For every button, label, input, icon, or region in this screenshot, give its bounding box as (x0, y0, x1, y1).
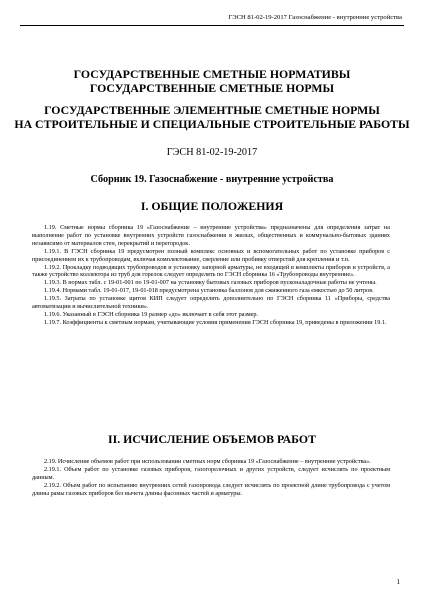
section-2-heading: II. ИСЧИСЛЕНИЕ ОБЪЕМОВ РАБОТ (108, 432, 316, 446)
subtitle-line-1: ГОСУДАРСТВЕННЫЕ ЭЛЕМЕНТНЫЕ СМЕТНЫЕ НОРМЫ (44, 103, 380, 117)
subtitle-line-2: НА СТРОИТЕЛЬНЫЕ И СПЕЦИАЛЬНЫЕ СТРОИТЕЛЬНЫЕ РАБОТЫ (14, 117, 410, 132)
paragraph: 1.19.3. В нормах табл. с 19-01-001 по 19-01-007 на установку бытовых газовых приборов пусконаладочные работы не учтены. (44, 279, 377, 287)
collection-title: Сборник 19. Газоснабжение - внутренние устройства (90, 174, 334, 185)
document-code: ГЭСН 81-02-19-2017 (166, 147, 258, 158)
paragraph: 2.19.1. Объем работ по установке газовых приборов, газогорелочных и других устройств, следует исчислять по проектным данным. (32, 465, 390, 481)
running-header: ГЭСН 81-02-19-2017 Газоснабжение - внутренние устройства (228, 14, 402, 21)
title-line-1: ГОСУДАРСТВЕННЫЕ СМЕТНЫЕ НОРМАТИВЫ (73, 67, 351, 81)
subtitle-block (0, 103, 424, 131)
section-1-body (32, 224, 390, 327)
title-line-2: ГОСУДАРСТВЕННЫЕ СМЕТНЫЕ НОРМЫ (89, 81, 335, 96)
page-number: 1 (396, 578, 400, 586)
paragraph: 1.19. Сметные нормы сборника 19 «Газоснабжение – внутренние устройства» предназначены для определения затрат на выполнение работ по установке внутренних устройств газоснабжения в жилых, общественных и коммунально-бытовых зданиях независимо от материалов стен, перекрытий и перегородок. (32, 224, 390, 247)
paragraph: 2.19.2. Объем работ по испытанию внутренних сетей газопровода следует исчислять по проектной длине трубопровода с учетом длины рамы газовых приборов без вычета длины фасонных частей и арматуры. (32, 481, 390, 497)
paragraph: 1.19.4. Нормами табл. 19-01-017, 19-01-018 предусмотрена установка баллонов для сжиженного газа емкостью до 50 литров. (44, 287, 374, 295)
paragraph: 1.19.1. В ГЭСН сборника 19 предусмотрен полный комплекс основных и вспомогательных работ по установке приборов с присоединением их к трубопроводам, включая комплектование, сверление или пробивку отверстий для крепления и т.п. (32, 247, 390, 263)
header-rule (20, 25, 404, 26)
paragraph: 2.19. Исчисление объемов работ при использовании сметных норм сборника 19 «Газоснабжение – внутренние устройства». (44, 458, 371, 465)
section-2-body (32, 458, 390, 498)
document-title-block (0, 67, 424, 95)
paragraph: 1.19.6. Указанный в ГЭСН сборника 19 размер «до» включает в себя этот размер. (44, 310, 259, 318)
paragraph: 1.19.2. Прокладку подводящих трубопроводов и установку запорной арматуры, не входящей в комплекты приборов и устройств, а также устройство коллектора из труб для горелок следует определять по ГЭСН сборника 16 «Трубопроводы внутренние». (32, 263, 390, 279)
paragraph: 1.19.7. Коэффициенты к сметным нормам, учитывающие условия применения ГЭСН сборника 19, приведены в приложении 19.1. (44, 318, 387, 326)
paragraph: 1.19.5. Затраты по установке щитов КИП следует определять дополнительно по ГЭСН сборника 11 «Приборы, средства автоматизации и вычислительной техники». (32, 295, 390, 311)
section-1-heading: I. ОБЩИЕ ПОЛОЖЕНИЯ (140, 199, 284, 213)
